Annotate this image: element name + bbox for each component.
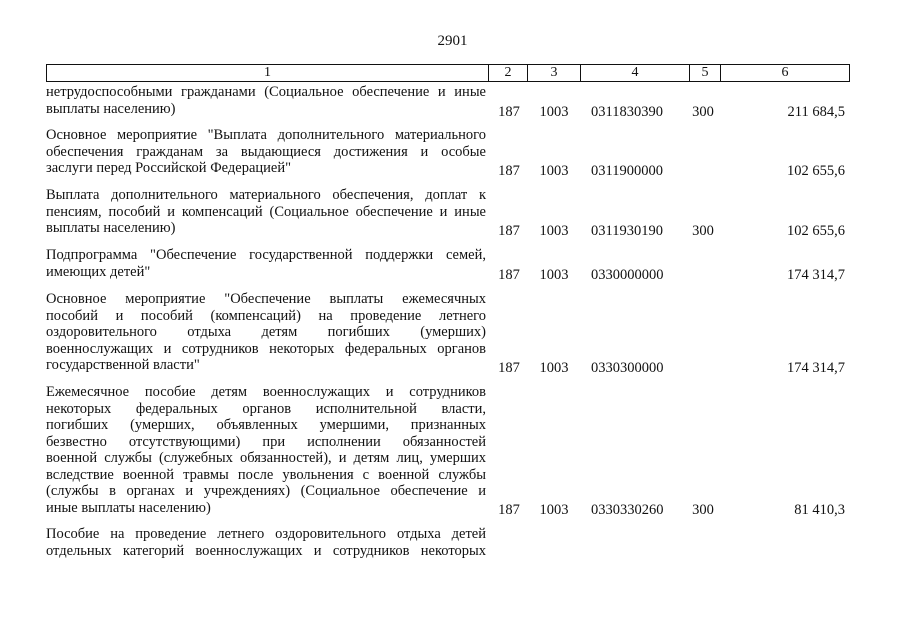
cell-admin-code: 187 [498,359,520,376]
column-header-1: 1 [47,65,489,82]
table-row [46,526,846,562]
table-row [46,291,846,376]
cell-admin-code: 187 [498,103,520,120]
cell-expense-type: 300 [692,222,714,239]
column-header-2: 2 [489,65,528,82]
column-header-6: 6 [721,65,850,82]
row-description: Основное мероприятие "Выплата дополнительного материального обеспечения гражданам за выдающиеся достижения и особые заслуги перед Российской Федерацией" [46,127,486,176]
budget-table-body [46,84,846,562]
row-description: Основное мероприятие "Обеспечение выплаты ежемесячных пособий и пособий (компенсаций) на проведение летнего оздоровительного отдыха детям погибших (умерших) военнослужащих и сотрудников некоторых федеральных органов государственной власти" [46,291,486,373]
cell-target-code: 0330300000 [591,359,664,376]
cell-amount: 174 314,7 [787,266,845,283]
table-row [46,84,846,120]
cell-target-code: 0330330260 [591,501,664,518]
column-header-4: 4 [581,65,690,82]
cell-expense-type: 300 [692,103,714,120]
cell-target-code: 0330000000 [591,266,664,283]
row-description: Пособие на проведение летнего оздоровительного отдыха детей отдельных категорий военнослужащих и сотрудников некоторых [46,526,486,559]
cell-section-code: 1003 [539,501,569,518]
cell-amount: 102 655,6 [787,162,845,179]
cell-admin-code: 187 [498,266,520,283]
cell-target-code: 0311930190 [591,222,663,239]
column-header-5: 5 [690,65,721,82]
cell-section-code: 1003 [539,162,569,179]
column-header-3: 3 [528,65,581,82]
table-row [46,127,846,179]
cell-expense-type: 300 [692,501,714,518]
cell-admin-code: 187 [498,501,520,518]
cell-amount: 102 655,6 [787,222,845,239]
row-description: Выплата дополнительного материального обеспечения, доплат к пенсиям, пособий и компенсаций (Социальное обеспечение и иные выплаты населению) [46,187,486,236]
cell-admin-code: 187 [498,162,520,179]
table-row [46,247,846,283]
page-number: 2901 [437,33,468,49]
cell-target-code: 0311900000 [591,162,663,179]
table-row [46,384,846,518]
row-description: Ежемесячное пособие детям военнослужащих и сотрудников некоторых федеральных органов исполнительной власти, погибших (умерших, объявленных умершими, признанных безвестно отсутствующими) при исполнении обязанностей военной службы (служебных обязанностей), и детям лиц, умерших вследствие военной травмы после увольнения с военной службы (службы в органах и учреждениях) (Социальное обеспечение и иные выплаты населению) [46,384,486,516]
row-description: нетрудоспособными гражданами (Социальное обеспечение и иные выплаты населению) [46,84,486,117]
column-header-table [46,64,850,82]
cell-section-code: 1003 [539,222,569,239]
cell-amount: 174 314,7 [787,359,845,376]
cell-section-code: 1003 [539,266,569,283]
table-row [46,187,846,239]
cell-amount: 211 684,5 [787,103,845,120]
row-description: Подпрограмма "Обеспечение государственной поддержки семей, имеющих детей" [46,247,486,280]
cell-section-code: 1003 [539,103,569,120]
cell-admin-code: 187 [498,222,520,239]
cell-amount: 81 410,3 [794,501,845,518]
cell-target-code: 0311830390 [591,103,663,120]
cell-section-code: 1003 [539,359,569,376]
